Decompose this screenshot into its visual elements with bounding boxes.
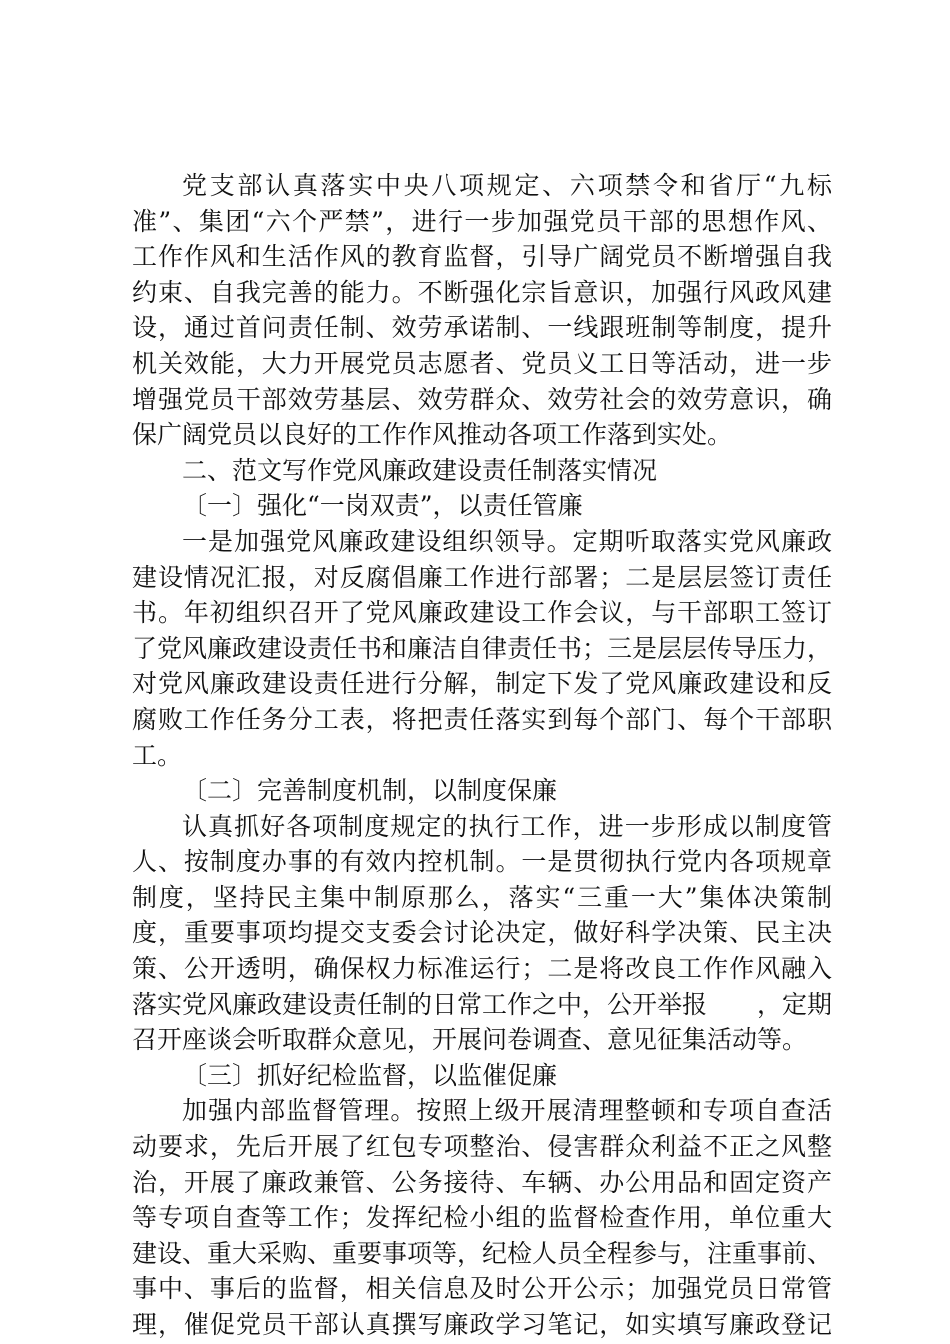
- text-line: 落实党风廉政建设责任制的日常工作之中，公开举报 ，定期: [132, 989, 832, 1019]
- text-line: 加强内部监督管理。按照上级开展清理整顿和专项自查活: [182, 1096, 832, 1126]
- text-line: 腐败工作任务分工表，将把责任落实到每个部门、每个干部职: [132, 704, 832, 734]
- text-line: 建设、重大采购、重要事项等，纪检人员全程参与，注重事前、: [132, 1238, 832, 1268]
- text-line: 认真抓好各项制度规定的执行工作，进一步形成以制度管: [182, 811, 832, 841]
- text-line: 策、公开透明，确保权力标准运行；二是将改良工作作风融入: [132, 954, 832, 984]
- text-line: 工。: [132, 740, 183, 770]
- text-line: 一是加强党风廉政建设组织领导。定期听取落实党风廉政: [182, 526, 832, 556]
- text-line: 〔一〕强化“一岗双责”，以责任管廉: [182, 491, 583, 521]
- text-line: 治，开展了廉政兼管、公务接待、车辆、办公用品和固定资产: [132, 1167, 832, 1197]
- text-line: 召开座谈会听取群众意见，开展问卷调查、意见征集活动等。: [132, 1025, 808, 1055]
- text-line: 动要求，先后开展了红包专项整治、侵害群众利益不正之风整: [132, 1132, 832, 1162]
- text-line: 了党风廉政建设责任书和廉洁自律责任书；三是层层传导压力，: [132, 633, 832, 663]
- text-line: 工作作风和生活作风的教育监督，引导广阔党员不断增强自我: [132, 242, 832, 272]
- document-body: [132, 168, 832, 1343]
- text-line: 党支部认真落实中央八项规定、六项禁令和省厅“九标: [182, 171, 832, 200]
- text-line: 对党风廉政建设责任进行分解，制定下发了党风廉政建设和反: [132, 669, 832, 699]
- text-line: 机关效能，大力开展党员志愿者、党员义工日等活动，进一步: [132, 348, 832, 378]
- text-line: 设，通过首问责任制、效劳承诺制、一线跟班制等制度，提升: [132, 313, 832, 343]
- text-line: 书。年初组织召开了党风廉政建设工作会议，与干部职工签订: [132, 598, 832, 628]
- text-line: 准”、集团“六个严禁”，进行一步加强党员干部的思想作风、: [132, 206, 832, 236]
- text-line: 保广阔党员以良好的工作作风推动各项工作落到实处。: [132, 420, 733, 450]
- text-line: 建设情况汇报，对反腐倡廉工作进行部署；二是层层签订责任: [132, 562, 832, 592]
- text-line: 〔三〕抓好纪检监督，以监催促廉: [182, 1060, 558, 1090]
- text-line: 理，催促党员干部认真撰写廉政学习笔记，如实填写廉政登记: [132, 1310, 832, 1339]
- text-line: 增强党员干部效劳基层、效劳群众、效劳社会的效劳意识，确: [132, 384, 832, 414]
- text-line: 人、按制度办事的有效内控机制。一是贯彻执行党内各项规章: [132, 847, 832, 877]
- text-line: 约束、自我完善的能力。不断强化宗旨意识，加强行风政风建: [132, 277, 832, 307]
- text-line: 事中、事后的监督，相关信息及时公开公示；加强党员日常管: [132, 1274, 832, 1304]
- text-line: 制度，坚持民主集中制原那么，落实“三重一大”集体决策制: [132, 882, 832, 912]
- text-line: 等专项自查等工作；发挥纪检小组的监督检查作用，单位重大: [132, 1203, 832, 1233]
- text-line: 〔二〕完善制度机制，以制度保廉: [182, 776, 558, 806]
- text-line: 度，重要事项均提交支委会讨论决定，做好科学决策、民主决: [132, 918, 832, 948]
- text-line: 二、范文写作党风廉政建设责任制落实情况: [182, 455, 658, 485]
